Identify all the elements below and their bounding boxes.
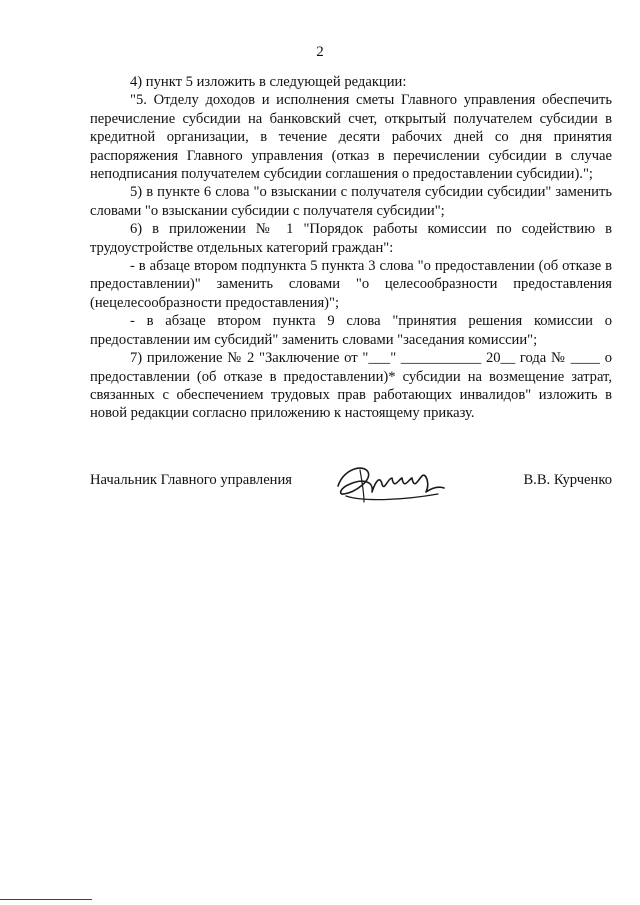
paragraph-item-6-sub-2: - в абзаце втором пункта 9 слова "принятия решения комиссии о предоставлении им субсидий" заменить словами "заседания комиссии";	[90, 313, 612, 348]
signatory-position: Начальник Главного управления	[90, 472, 293, 488]
page-number: 2	[316, 44, 324, 60]
paragraph-item-6-sub-1: - в абзаце втором подпункта 5 пункта 3 слова "о предоставлении (об отказе в предоставлении)" заменить словами "о целесообразности предоставления (нецелесообразности предоставления)";	[90, 258, 612, 311]
paragraph-item-7: 7) приложение № 2 "Заключение от "___" ___________ 20__ года № ____ о предоставлении (об отказе в предоставлении)* субсидии на возмещение затрат, связанных с обеспечением трудовых прав работающих инвалидов" изложить в новой редакции согласно приложению к настоящему приказу.	[90, 350, 612, 422]
signature-block	[90, 462, 612, 512]
paragraph-item-4-text: "5. Отделу доходов и исполнения сметы Главного управления обеспечить перечисление субсидии на банковский счет, открытый получателем субсидии в кредитной организации, в течение десяти рабочих дней со дня принятия распоряжения Главного управления (отказ в перечислении субсидии в случае неподписания получателем субсидии соглашения о предоставлении субсидии).";	[90, 92, 612, 183]
paragraph-item-4: 4) пункт 5 изложить в следующей редакции:	[130, 74, 407, 90]
paragraph-item-6: 6) в приложении № 1 "Порядок работы комиссии по содействию в трудоустройстве отдельных категорий граждан":	[90, 221, 612, 256]
footer-divider	[0, 899, 92, 900]
paragraph-item-5: 5) в пункте 6 слова "о взыскании с получателя субсидии субсидии" заменить словами "о взыскании субсидии с получателя субсидии";	[90, 184, 612, 219]
handwritten-signature	[334, 462, 454, 508]
signatory-name: В.В. Курченко	[523, 472, 612, 488]
document-body	[90, 73, 612, 423]
